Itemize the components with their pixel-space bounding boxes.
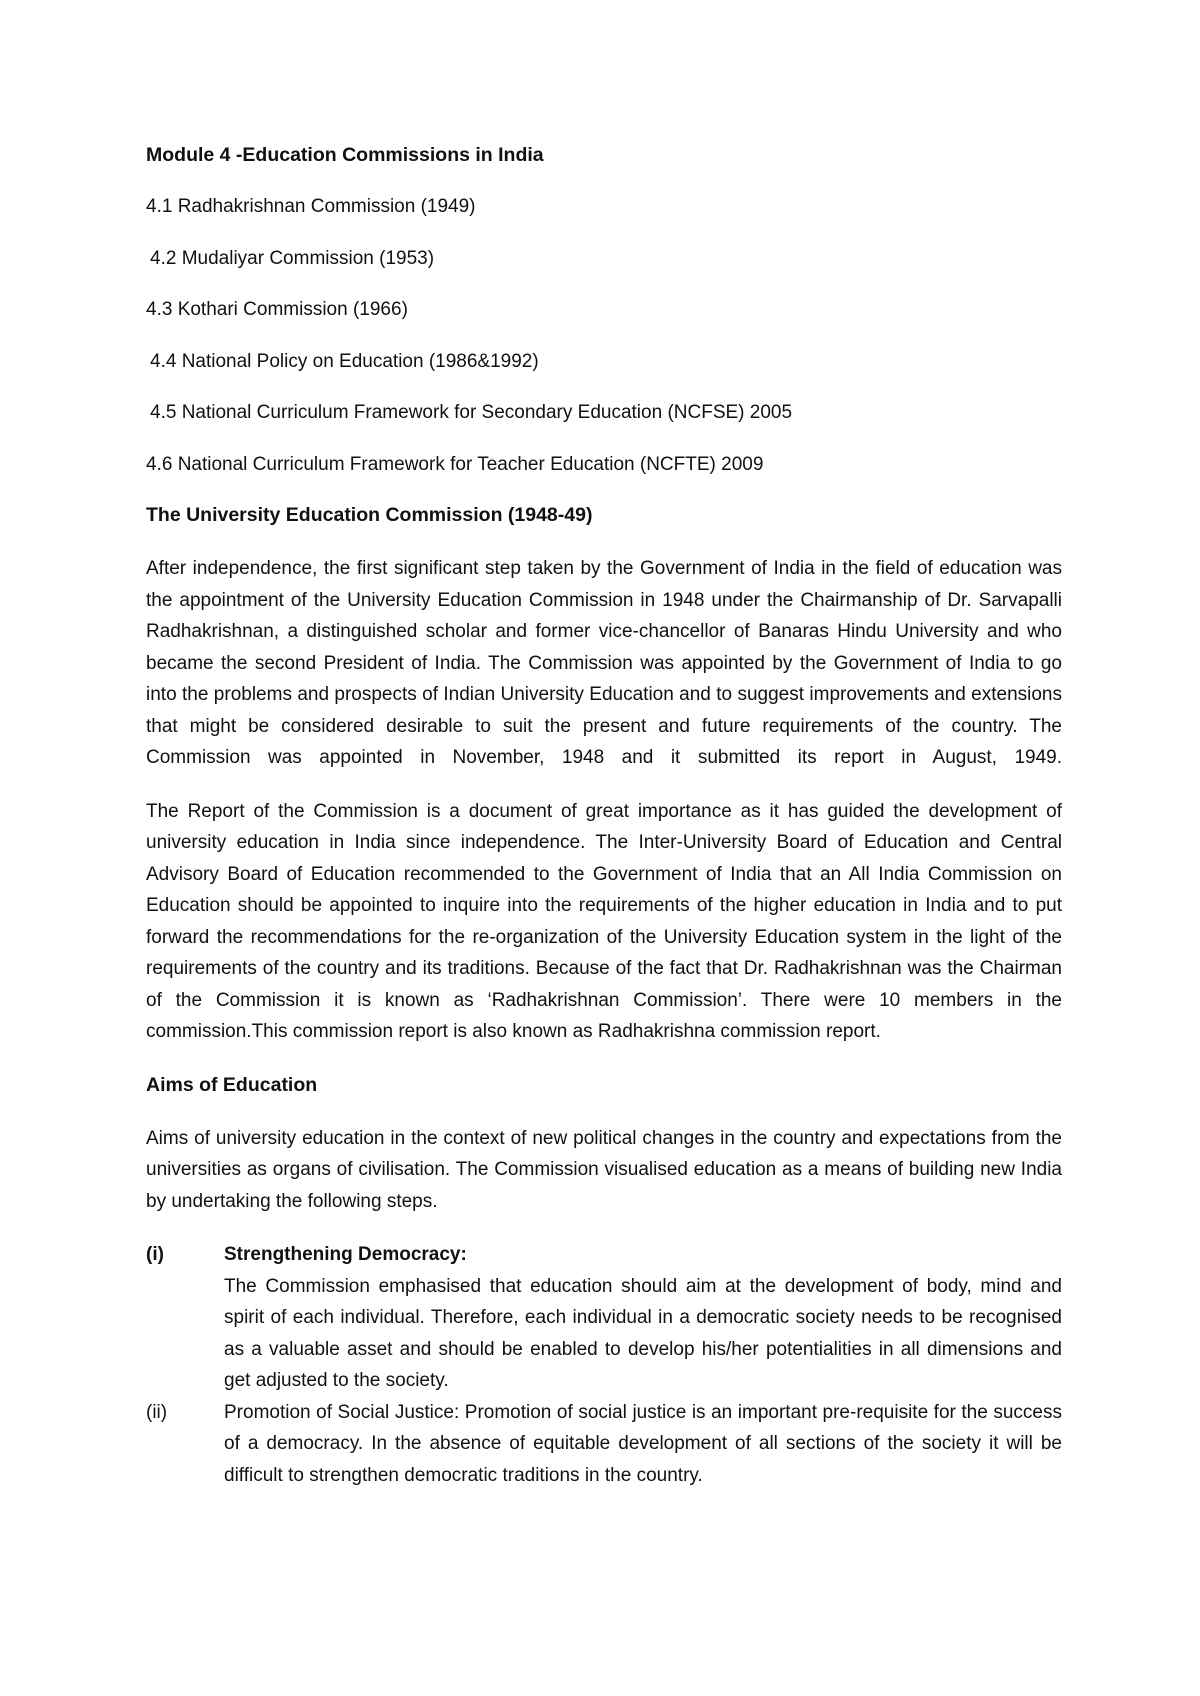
- paragraph-commission-intro: After independence, the first significant step taken by the Government of India in the field of education was the appointment of the University Education Commission in 1948 under the Chairmanship of Dr. Sarvapalli Radhakrishnan, a distinguished scholar and former vice-chancellor of Banaras Hindu University and who became the second President of India. The Commission was appointed by the Government of India to go into the problems and prospects of Indian University Education and to suggest improvements and extensions that might be considered desirable to suit the present and future requirements of the country. The Commission was appointed in November, 1948 and it submitted its report in August, 1949.: [146, 558, 1062, 768]
- section-heading: The University Education Commission (1948-49): [146, 504, 593, 526]
- document-page: [146, 140, 1062, 1491]
- list-item-social-justice: [146, 1397, 1062, 1492]
- module-title: Module 4 -Education Commissions in India: [146, 144, 544, 166]
- toc-item-6: 4.6 National Curriculum Framework for Teacher Education (NCFTE) 2009: [146, 453, 764, 475]
- list-body: [224, 1239, 1062, 1397]
- toc-item-1: 4.1 Radhakrishnan Commission (1949): [146, 196, 476, 217]
- list-item-democracy: [146, 1239, 1062, 1397]
- paragraph-report-importance: The Report of the Commission is a document of great importance as it has guided the development of university education in India since independence. The Inter-University Board of Education and Central Advisory Board of Education recommended to the Government of India that an All India Commission on Education should be appointed to inquire into the requirements of the higher education in India and to put forward the recommendations for the re-organization of the University Education system in the light of the requirements of the country and its traditions. Because of the fact that Dr. Radhakrishnan was the Chairman of the Commission it is known as ‘Radhakrishnan Commission’. There were 10 members in the commission.This commission report is also known as Radhakrishna commission report.: [146, 800, 1062, 1042]
- toc-item-5: 4.5 National Curriculum Framework for Secondary Education (NCFSE) 2005: [150, 402, 793, 423]
- list-body: [224, 1397, 1062, 1492]
- list-item-title: Strengthening Democracy:: [224, 1244, 467, 1265]
- paragraph-aims: Aims of university education in the context of new political changes in the country and expectations from the universities as organs of civilisation. The Commission visualised education as a means of building new India by undertaking the following steps.: [146, 1127, 1062, 1212]
- list-item-text: Promotion of Social Justice: Promotion of social justice is an important pre-requisite for the success of a democracy. In the absence of equitable development of all sections of the society it will be difficult to strengthen democratic traditions in the country.: [224, 1401, 1062, 1486]
- toc-item-2: 4.2 Mudaliyar Commission (1953): [150, 247, 435, 269]
- toc-item-4: 4.4 National Policy on Education (1986&1992): [150, 350, 539, 372]
- list-item-text: The Commission emphasised that education should aim at the development of body, mind and spirit of each individual. Therefore, each individual in a democratic society needs to be recognised as a valuable asset and should be enabled to develop his/her potentialities in all dimensions and get adjusted to the society.: [224, 1275, 1062, 1391]
- list-number: (ii): [146, 1401, 168, 1423]
- list-number: (i): [146, 1244, 164, 1265]
- toc-item-3: 4.3 Kothari Commission (1966): [146, 299, 408, 320]
- aims-heading: Aims of Education: [146, 1073, 318, 1096]
